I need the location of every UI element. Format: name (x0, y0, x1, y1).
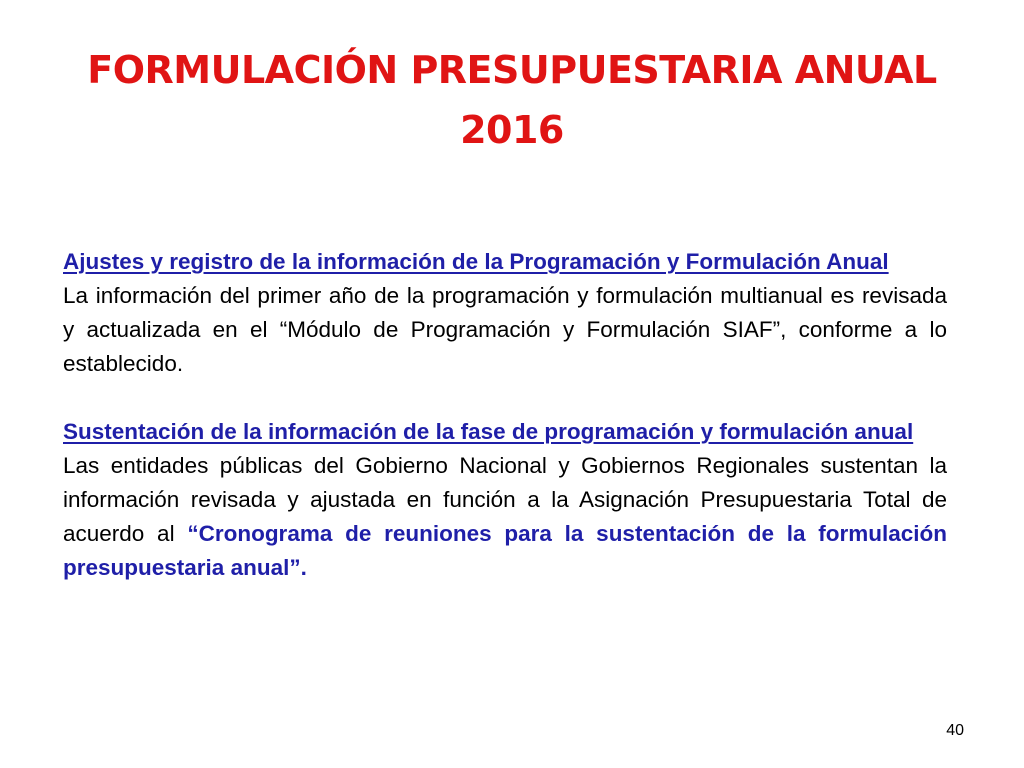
section-heading-ajustes: Ajustes y registro de la información de la Programación y Formulación Anual (63, 249, 889, 274)
section-body-sustentacion-intro: Las entidades públicas del Gobierno Nacional y Gobiernos Regionales sustentan la información revisada y ajustada en función a la Asignación Presupuestaria Total de acuerdo al (63, 453, 947, 546)
page-number: 40 (946, 722, 964, 739)
section-body-sustentacion-emphasis: “Cronograma de reuniones para la sustentación de la formulación presupuestaria anual”. (63, 521, 947, 580)
section-spacer (63, 381, 947, 415)
slide-title-line-2: 2016 (460, 108, 564, 152)
slide-title-line-1: FORMULACIÓN PRESUPUESTARIA ANUAL (87, 48, 937, 92)
section-heading-sustentacion: Sustentación de la información de la fase de programación y formulación anual (63, 419, 914, 444)
section-sustentacion (63, 415, 947, 585)
section-ajustes-registro (63, 245, 947, 381)
section-body-ajustes: La información del primer año de la programación y formulación multianual es revisada y actualizada en el “Módulo de Programación y Formulación SIAF”, conforme a lo establecido. (63, 283, 947, 376)
section-body-sustentacion (63, 449, 947, 585)
slide-content (63, 245, 947, 585)
slide-title (40, 40, 984, 160)
